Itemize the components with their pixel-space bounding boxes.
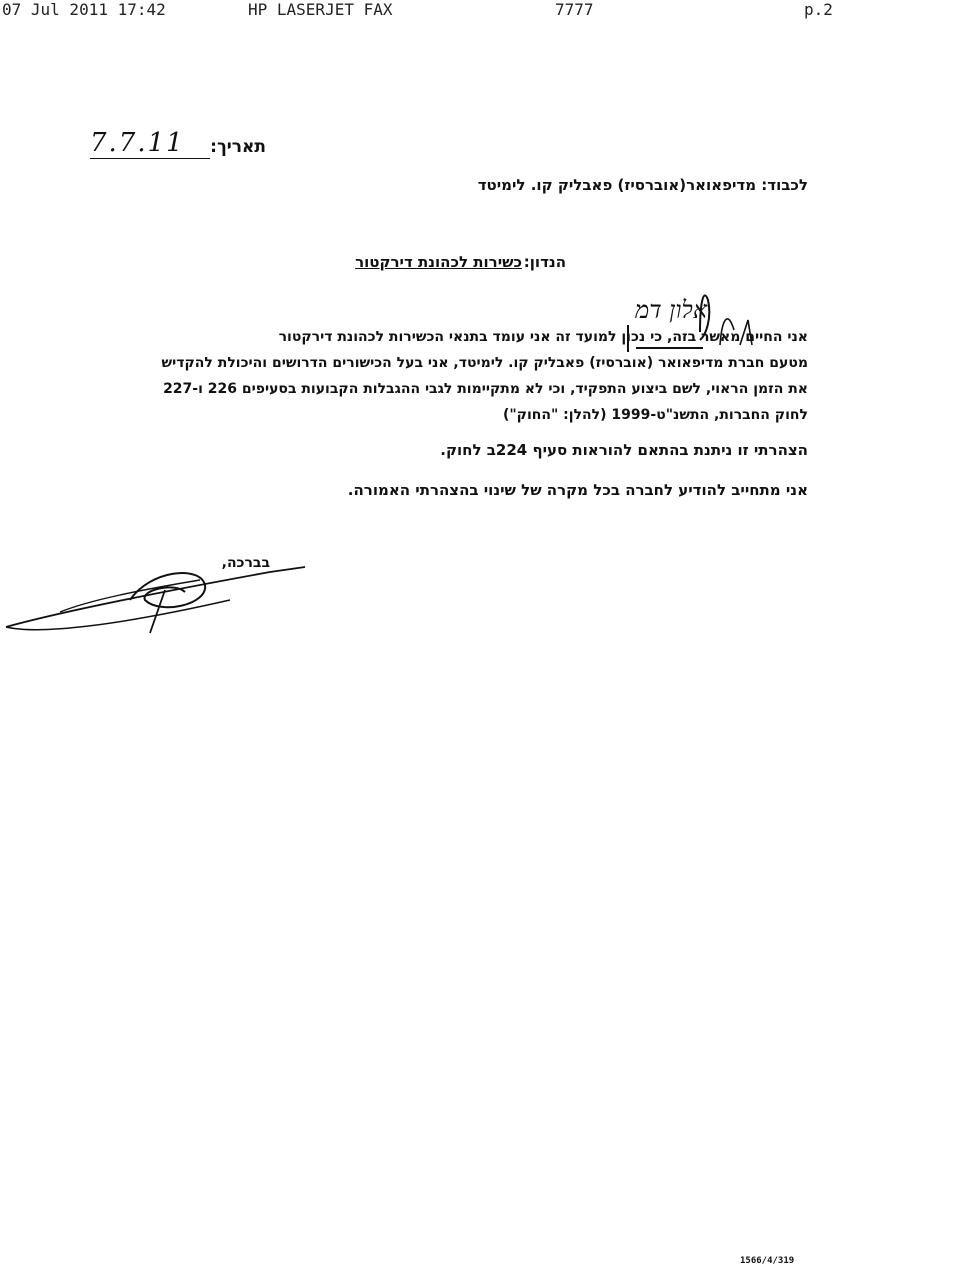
- fax-date-time: 07 Jul 2011 17:42: [2, 0, 166, 19]
- footer-code: 1566/4/319: [740, 1256, 795, 1266]
- subject-value: כשירות לכהונת דירקטור: [355, 253, 522, 271]
- fax-number: 7777: [555, 0, 594, 19]
- handwritten-date: 7.7.11: [90, 128, 210, 159]
- date-label: תאריך:: [210, 137, 266, 157]
- paragraph-line-1: אני החיים מאשר בזה, כי נכון למועד זה אני עומד בתנאי הכשירות לכהונת דירקטור: [278, 329, 808, 345]
- declaration-1: הצהרתי זו ניתנת בהתאם להוראות סעיף 224ב לחוק.: [440, 441, 808, 459]
- declaration-2: אני מתחייב להודיע לחברה בכל מקרה של שינוי בהצהרתי האמורה.: [347, 481, 808, 499]
- fax-page: p.2: [804, 0, 833, 19]
- subject-label: הנדון:: [523, 253, 566, 271]
- fax-device: HP LASERJET FAX: [248, 0, 393, 19]
- paragraph-line-3: את הזמן הראוי, לשם ביצוע התפקיד, וכי לא מתקיימות לגבי ההגבלות הקבועות בסעיפים 226 ו-227: [163, 381, 808, 397]
- recipient-line: לכבוד: מדיפאואר(אוברסיז) פאבליק קו. לימיטד: [477, 176, 808, 194]
- paragraph-line-4: לחוק החברות, התשנ"ט-1999 (להלן: "החוק"): [502, 407, 808, 423]
- handwritten-name: אלון דמ: [635, 296, 708, 324]
- closing: בברכה,: [221, 555, 270, 571]
- paragraph-line-2: מטעם חברת מדיפאואר (אוברסיז) פאבליק קו. לימיטד, אני בעל הכישורים הדרושים והיכולת להקדיש: [161, 355, 808, 371]
